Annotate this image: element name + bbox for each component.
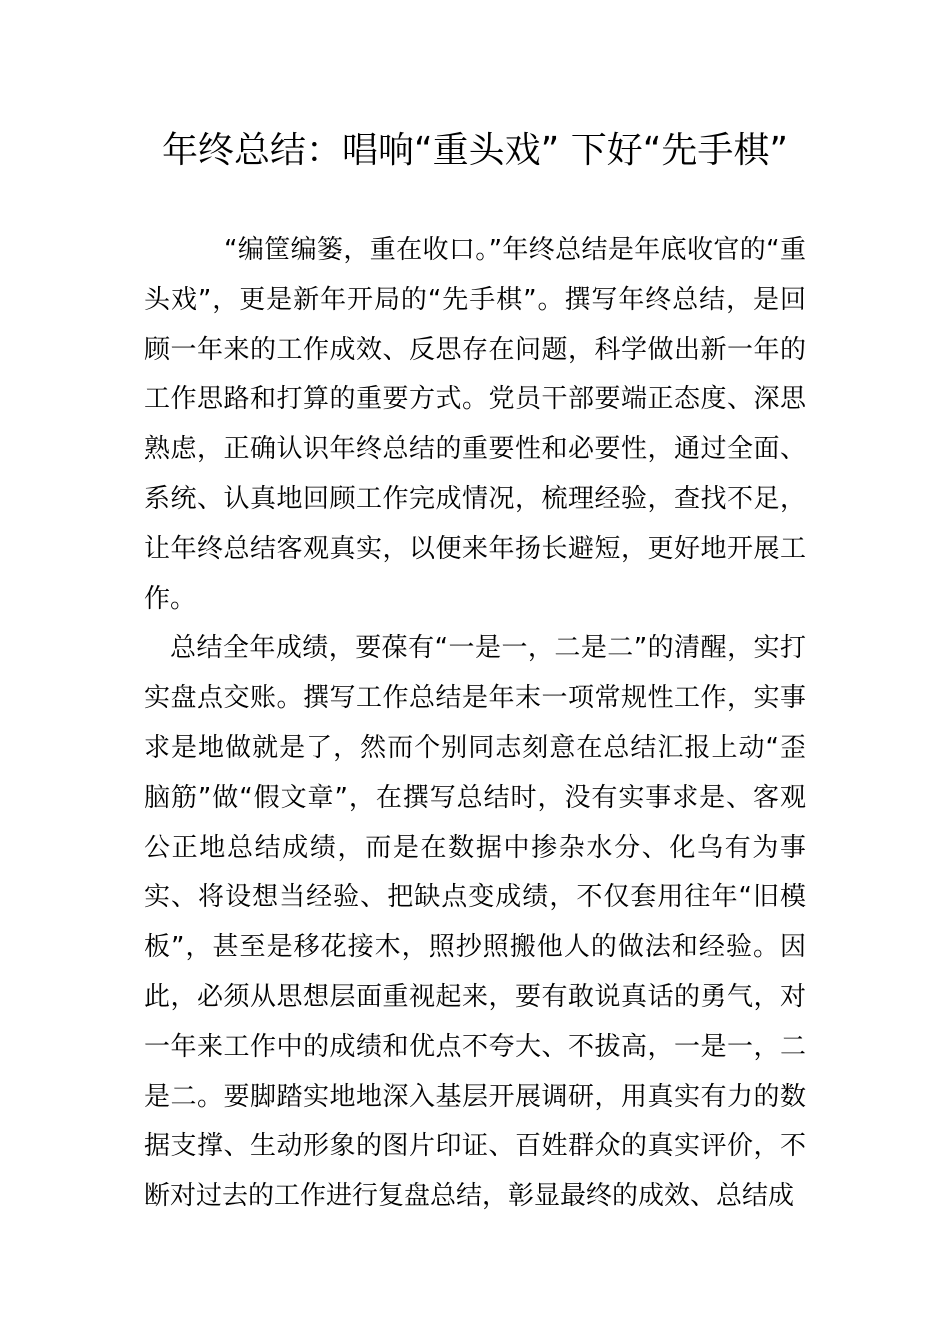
paragraph-2: 总结全年成绩，要葆有“一是一，二是二”的清醒，实打实盘点交账。撰写工作总结是年末一项常规性工作，实事求是地做就是了，然而个别同志刻意在总结汇报上动“歪脑筋”做“假文章”，在撰写总结时，没有实事求是、客观公正地总结成绩，而是在数据中掺杂水分、化乌有为事实、将设想当经验、把缺点变成绩，不仅套用往年“旧模板”，甚至是移花接木，照抄照搬他人的做法和经验。因此，必须从思想层面重视起来，要有敢说真话的勇气，对一年来工作中的成绩和优点不夸大、不拔高，一是一，二是二。要脚踏实地地深入基层开展调研，用真实有力的数据支撑、生动形象的图片印证、百姓群众的真实评价，不断对过去的工作进行复盘总结，彰显最终的成效、总结成 (144, 633, 806, 1212)
document-body (144, 226, 806, 1222)
document-title: 年终总结：唱响“重头戏” 下好“先手棋” (161, 130, 789, 171)
paragraph-1: “编筐编篓，重在收口。”年终总结是年底收官的“重头戏”，更是新年开局的“先手棋”。撰写年终总结，是回顾一年来的工作成效、反思存在问题，科学做出新一年的工作思路和打算的重要方式。党员干部要端正态度、深思熟虑，正确认识年终总结的重要性和必要性，通过全面、系统、认真地回顾工作完成情况，梳理经验，查找不足，让年终总结客观真实，以便来年扬长避短，更好地开展工作。 (144, 235, 806, 614)
